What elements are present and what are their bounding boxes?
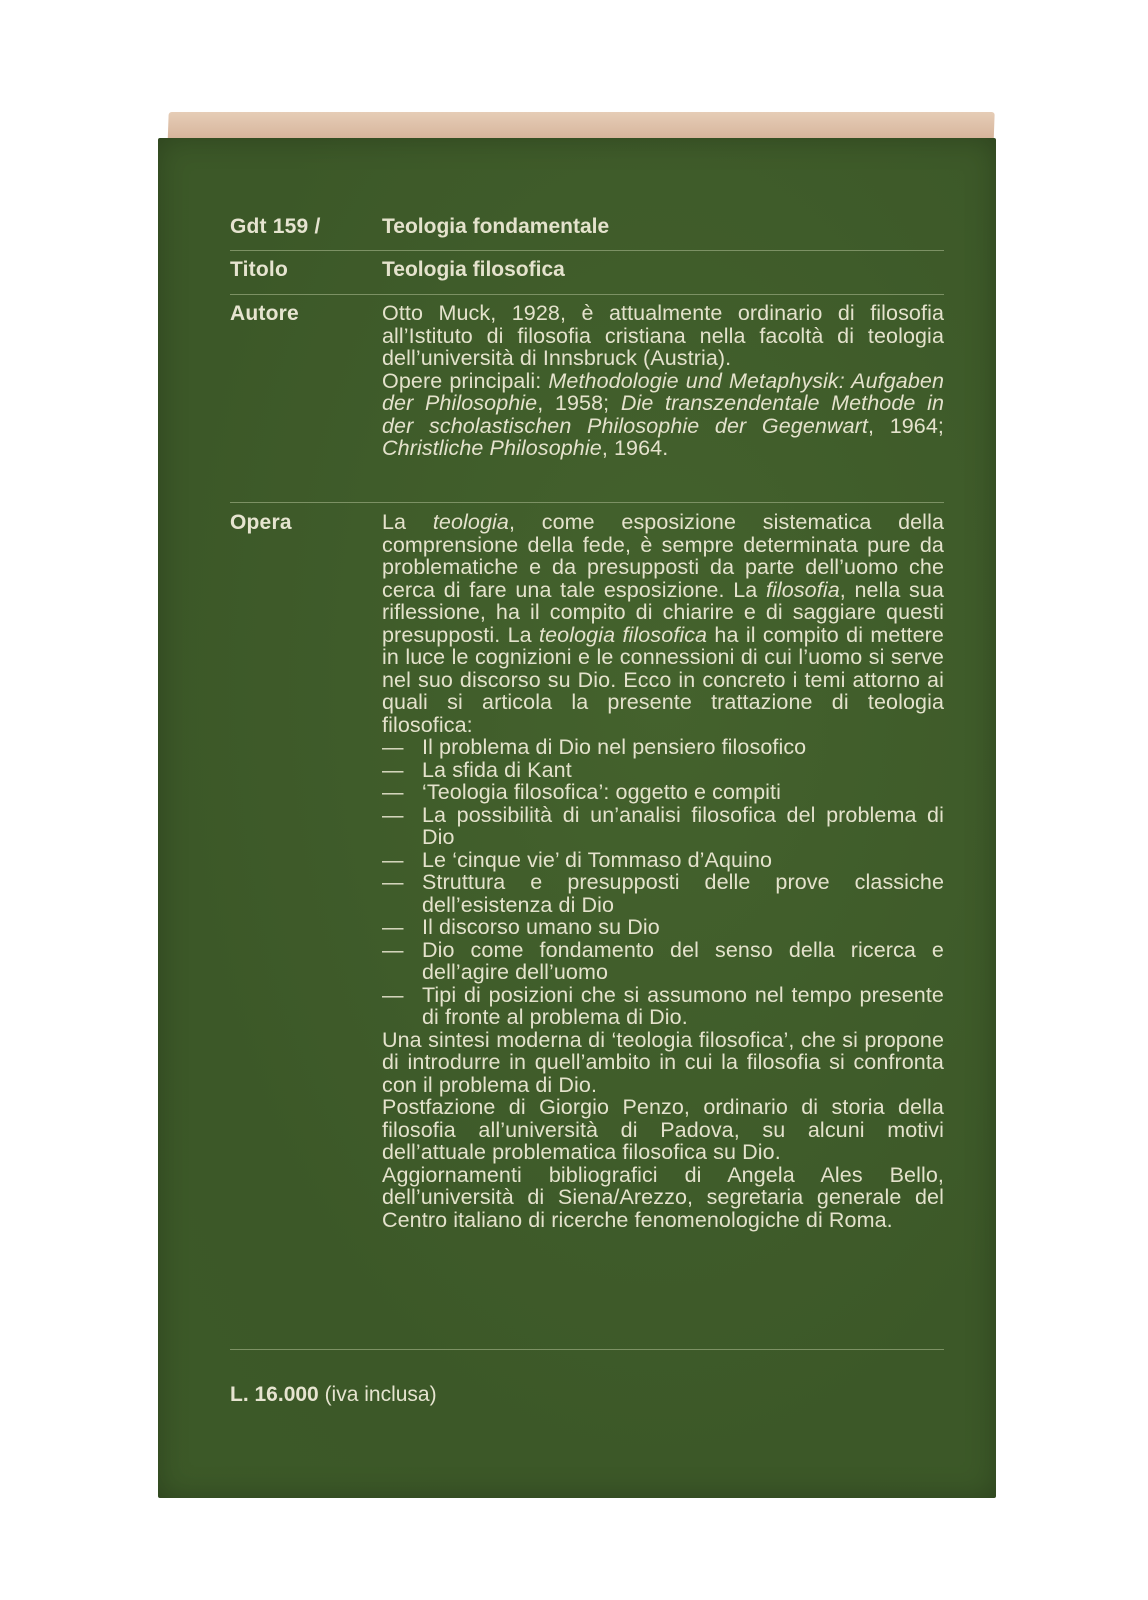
emphasis: teologia filosofica <box>539 622 708 647</box>
work-title: Die transzendentale Methode in der scholastischen Philosophie der Gegenwart <box>382 391 945 438</box>
series-row <box>230 215 944 239</box>
topic-text: Struttura e presupposti delle prove classiche dell’esistenza di Dio <box>422 870 944 917</box>
topic-item <box>382 736 944 759</box>
bibliography-paragraph: Aggiornamenti bibliografici di Angela Ales Bello, dell’università di Siena/Arezzo, segretaria generale del Centro italiano di ricerche fenomenologiche di Roma. <box>382 1162 944 1232</box>
dash: — <box>382 735 404 759</box>
dash: — <box>382 982 404 1007</box>
summary-paragraph: Una sintesi moderna di ‘teologia filosofica’, che si propone di introdurre in quell’ambito in cui la filosofia si confronta con il problema di Dio. <box>382 1027 944 1097</box>
dash: — <box>382 915 404 939</box>
topic-text: Il discorso umano su Dio <box>422 915 660 939</box>
text: , come esposizione sistematica della comprensione della fede, è sempre determinata pure da problematiche e da presupposti da parte dell’uomo che cerca di fare una tale esposizione. La <box>382 510 944 602</box>
work-title: Methodologie und Metaphysik: Aufgaben der Philosophie <box>382 368 945 415</box>
topic-text: Tipi di posizioni che si assumono nel tempo presente di fronte al problema di Dio. <box>422 982 944 1029</box>
author-bio <box>382 302 944 460</box>
dash: — <box>382 847 404 872</box>
work-title: Christliche Philosophie <box>382 436 602 460</box>
series-label: Gdt 159 / <box>230 215 321 238</box>
author-bio-text: Otto Muck, 1928, è attualmente ordinario di filosofia all’Istituto di filosofia cristiana nella facoltà di teologia dell’università di Innsbruck (Austria). <box>382 301 944 370</box>
dash: — <box>382 802 404 827</box>
topic-text: Dio come fondamento del senso della ricerca e dell’agire dell’uomo <box>422 937 944 984</box>
text: , nella sua riflessione, ha il compito di chiarire e di saggiare questi presupposti. La <box>382 577 944 647</box>
work-year: , 1964; <box>868 413 944 438</box>
work-row <box>230 511 944 1231</box>
topic-item <box>382 781 944 804</box>
works-intro: Opere principali: <box>382 368 542 393</box>
divider <box>230 294 944 295</box>
topic-item <box>382 759 944 782</box>
dash: — <box>382 937 404 962</box>
topic-item <box>382 849 944 872</box>
book-back-cover <box>158 138 996 1498</box>
divider <box>230 502 944 503</box>
price <box>230 1383 437 1407</box>
topic-item <box>382 916 944 939</box>
work-label: Opera <box>230 511 292 534</box>
emphasis: teologia <box>432 510 509 534</box>
text: La <box>382 510 433 534</box>
author-row <box>230 302 944 460</box>
divider <box>230 1349 944 1350</box>
author-label: Autore <box>230 302 299 325</box>
divider <box>230 250 944 251</box>
topic-text: Il problema di Dio nel pensiero filosofico <box>422 735 807 759</box>
book-title: Teologia filosofica <box>382 258 565 281</box>
topic-text: Le ‘cinque vie’ di Tommaso d’Aquino <box>422 847 773 872</box>
topic-list <box>382 736 944 1029</box>
emphasis: filosofia <box>765 577 840 602</box>
work-description <box>382 511 944 1231</box>
dash: — <box>382 757 404 782</box>
price-note: (iva inclusa) <box>318 1383 437 1406</box>
topic-item <box>382 984 944 1029</box>
dash: — <box>382 870 404 894</box>
series-name: Teologia fondamentale <box>382 215 610 238</box>
afterword-paragraph: Postfazione di Giorgio Penzo, ordinario di storia della filosofia all’università di Padova, su alcuni motivi dell’attuale problematica filosofica su Dio. <box>382 1095 944 1164</box>
topic-text: ‘Teologia filosofica’: oggetto e compiti <box>422 780 781 804</box>
dash: — <box>382 780 404 804</box>
topic-text: La possibilità di un’analisi filosofica del problema di Dio <box>422 802 944 849</box>
topic-item <box>382 939 944 984</box>
work-year: , 1964. <box>601 436 669 460</box>
work-year: , 1958; <box>537 391 610 415</box>
text: ha il compito di mettere in luce le cognizioni e le connessioni di cui l’uomo si serve nel suo discorso su Dio. Ecco in concreto i temi attorno ai quali si articola la presente trattazione di teologia filosofica: <box>382 622 944 737</box>
description-paragraph <box>382 511 944 736</box>
title-label: Titolo <box>230 258 288 281</box>
topic-item <box>382 804 944 849</box>
title-row <box>230 258 944 282</box>
topic-text: La sfida di Kant <box>422 757 572 782</box>
price-amount: L. 16.000 <box>230 1383 319 1406</box>
author-works <box>382 370 944 460</box>
topic-item <box>382 871 944 916</box>
